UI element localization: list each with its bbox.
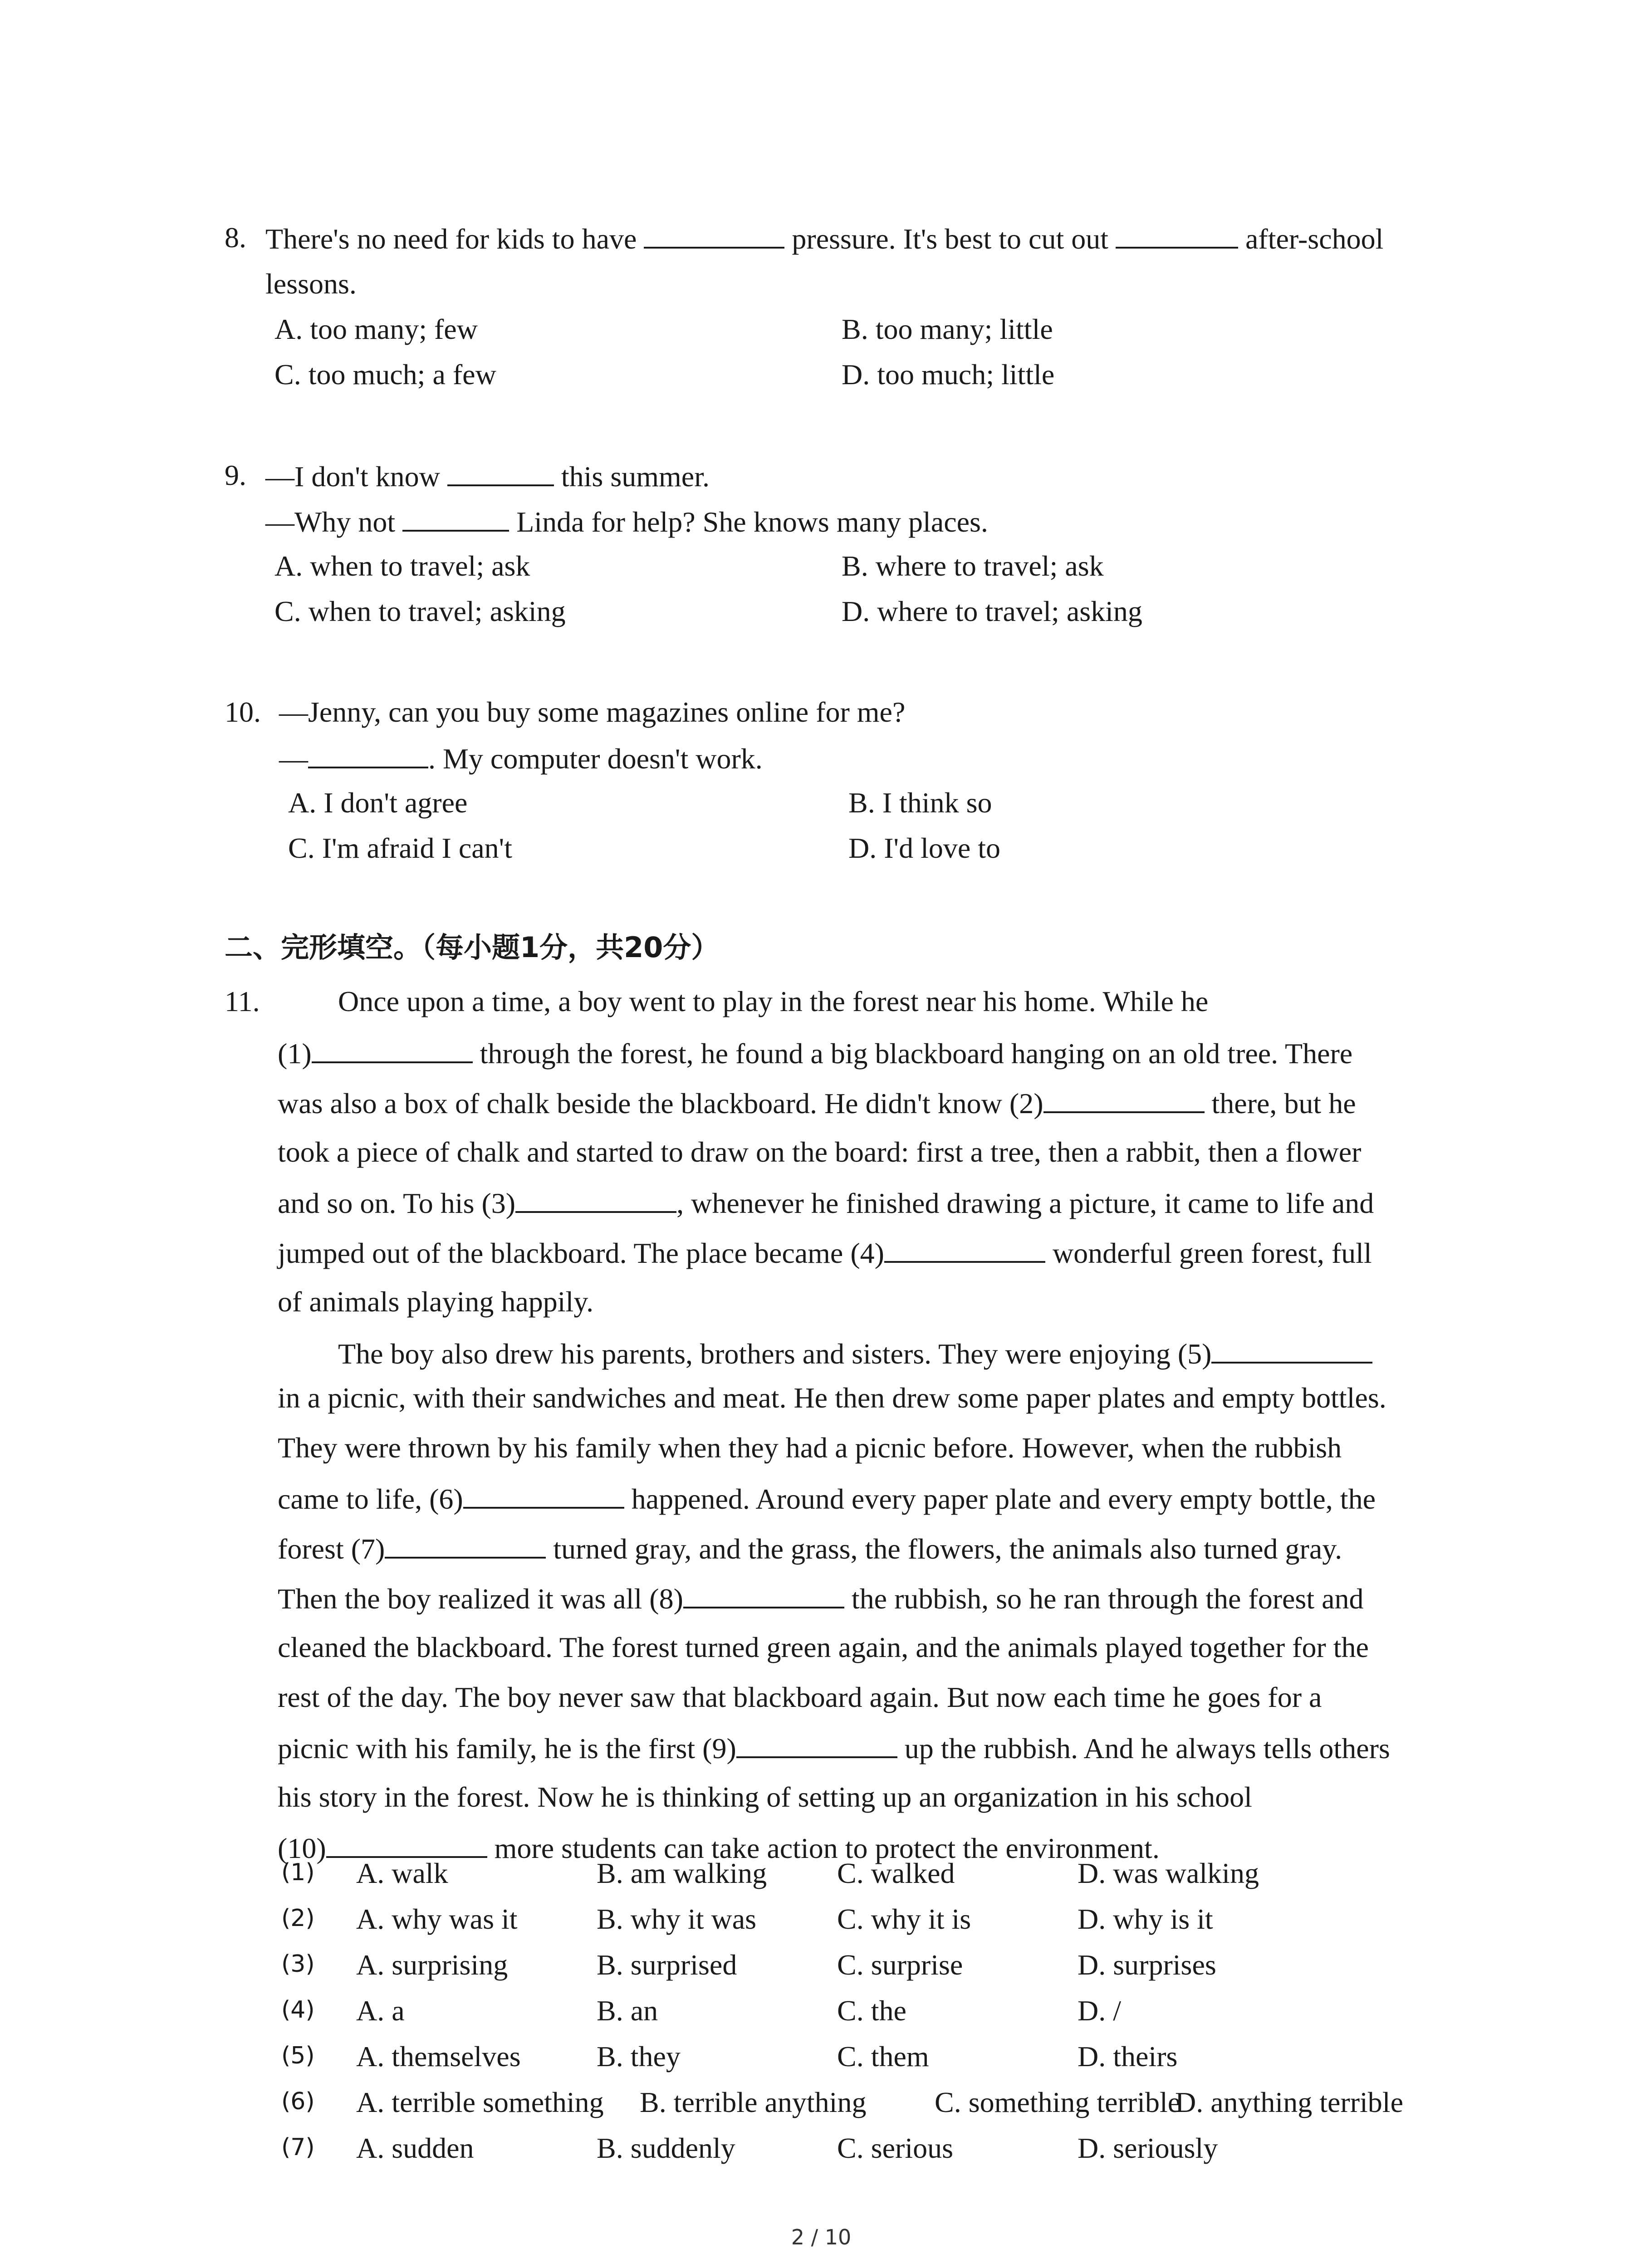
question-stem-continued: —Why not Linda for help? She knows many places. [265,506,988,538]
choice-option-b: B. terrible anything [640,2086,867,2118]
choice-label: (2) [281,1905,315,1932]
answer-blank [402,506,509,532]
choice-option-d: D. seriously [1078,2132,1218,2164]
choice-option-a: A. surprising [356,1949,508,1981]
answer-blank [308,743,428,768]
cloze-blank [683,1583,844,1608]
option-c: C. too much; a few [274,358,496,391]
cloze-blank [326,1833,487,1858]
passage-line: in a picnic, with their sandwiches and meat. He then drew some paper plates and empty bottles. [278,1382,1386,1414]
choice-option-b: B. am walking [597,1857,767,1889]
choice-option-a: A. walk [356,1857,448,1889]
passage-line: was also a box of chalk beside the blackboard. He didn't know (2) there, but he [278,1087,1356,1119]
passage-line: his story in the forest. Now he is thinking of setting up an organization in his school [278,1781,1252,1813]
choice-option-c: C. the [837,1994,906,2027]
answer-blank [644,223,784,249]
question-number: 10. [225,696,261,728]
passage-line: Then the boy realized it was all (8) the rubbish, so he ran through the forest and [278,1583,1364,1615]
option-b: B. where to travel; ask [842,550,1104,582]
option-d: D. too much; little [842,358,1055,391]
choice-label: (7) [281,2134,315,2161]
option-b: B. too many; little [842,313,1053,345]
choice-option-c: C. them [837,2040,929,2072]
question-stem-continued: lessons. [265,268,357,300]
passage-line: Once upon a time, a boy went to play in the forest near his home. While he [338,985,1209,1017]
question-stem: —I don't know this summer. [265,460,710,493]
passage-line: of animals playing happily. [278,1286,594,1318]
choice-option-d: D. was walking [1078,1857,1259,1889]
choice-option-b: B. they [597,2040,681,2072]
question-stem-continued: — . My computer doesn't work. [279,743,763,775]
choice-option-b: B. why it was [597,1903,756,1935]
choice-option-d: D. why is it [1078,1903,1213,1935]
choice-option-d: D. theirs [1078,2040,1178,2072]
answer-blank [1116,223,1238,249]
choice-label: (5) [281,2042,315,2069]
question-stem: There's no need for kids to have pressure. It's best to cut out after-school [265,223,1384,255]
passage-line: picnic with his family, he is the first (9) up the rubbish. And he always tells others [278,1732,1390,1765]
choice-option-a: A. sudden [356,2132,474,2164]
choice-option-c: C. something terrible [935,2086,1181,2118]
choice-option-b: B. surprised [597,1949,737,1981]
choice-option-c: C. surprise [837,1949,963,1981]
option-a: A. I don't agree [288,787,468,819]
cloze-blank [312,1038,473,1063]
section-heading: 二、完形填空。（每小题1分，共20分） [225,931,720,964]
choice-option-d: D. surprises [1078,1949,1216,1981]
choice-label: (3) [281,1950,315,1978]
choice-option-c: C. walked [837,1857,955,1889]
cloze-blank [884,1237,1045,1263]
passage-line: (1) through the forest, he found a big blackboard hanging on an old tree. There [278,1037,1353,1070]
option-c: C. I'm afraid I can't [288,832,512,864]
choice-option-d: D. / [1078,1994,1121,2027]
passage-line: They were thrown by his family when they had a picnic before. However, when the rubbish [278,1432,1342,1464]
choice-option-c: C. serious [837,2132,953,2164]
option-d: D. I'd love to [848,832,1001,864]
choice-option-a: A. why was it [356,1903,518,1935]
option-a: A. when to travel; ask [274,550,530,582]
passage-line: cleaned the blackboard. The forest turned green again, and the animals played together for the [278,1631,1369,1663]
option-b: B. I think so [848,787,992,819]
passage-line: (10) more students can take action to protect the environment. [278,1832,1160,1864]
choice-option-a: A. a [356,1994,405,2027]
cloze-blank [515,1188,676,1213]
passage-line: forest (7) turned gray, and the grass, the flowers, the animals also turned gray. [278,1533,1342,1565]
passage-line: came to life, (6) happened. Around every paper plate and every empty bottle, the [278,1483,1376,1515]
passage-line: took a piece of chalk and started to draw on the board: first a tree, then a rabbit, then a flower [278,1136,1362,1168]
cloze-blank [463,1483,624,1509]
choice-label: (6) [281,2088,315,2115]
passage-line: and so on. To his (3) , whenever he finished drawing a picture, it came to life and [278,1187,1374,1219]
page-number: 2 / 10 [791,2225,852,2249]
choice-option-c: C. why it is [837,1903,971,1935]
cloze-blank [736,1733,897,1758]
choice-option-b: B. an [597,1994,658,2027]
answer-blank [447,461,554,486]
question-number: 11. [225,985,260,1017]
cloze-blank [1211,1338,1372,1364]
choice-option-a: A. themselves [356,2040,521,2072]
question-number: 8. [225,221,246,254]
question-number: 9. [225,459,246,491]
choice-option-a: A. terrible something [356,2086,604,2118]
option-d: D. where to travel; asking [842,595,1142,627]
option-a: A. too many; few [274,313,478,345]
option-c: C. when to travel; asking [274,595,566,627]
passage-line: The boy also drew his parents, brothers and sisters. They were enjoying (5) [338,1338,1372,1369]
question-stem: —Jenny, can you buy some magazines online for me? [279,696,906,728]
passage-line: rest of the day. The boy never saw that blackboard again. But now each time he goes for a [278,1681,1322,1713]
choice-option-d: D. anything terrible [1175,2086,1403,2118]
passage-line: jumped out of the blackboard. The place became (4) wonderful green forest, full [278,1237,1372,1269]
cloze-blank [385,1533,546,1559]
choice-label: (1) [281,1859,315,1886]
choice-option-b: B. suddenly [597,2132,735,2164]
choice-label: (4) [281,1996,315,2024]
cloze-blank [1043,1088,1205,1113]
